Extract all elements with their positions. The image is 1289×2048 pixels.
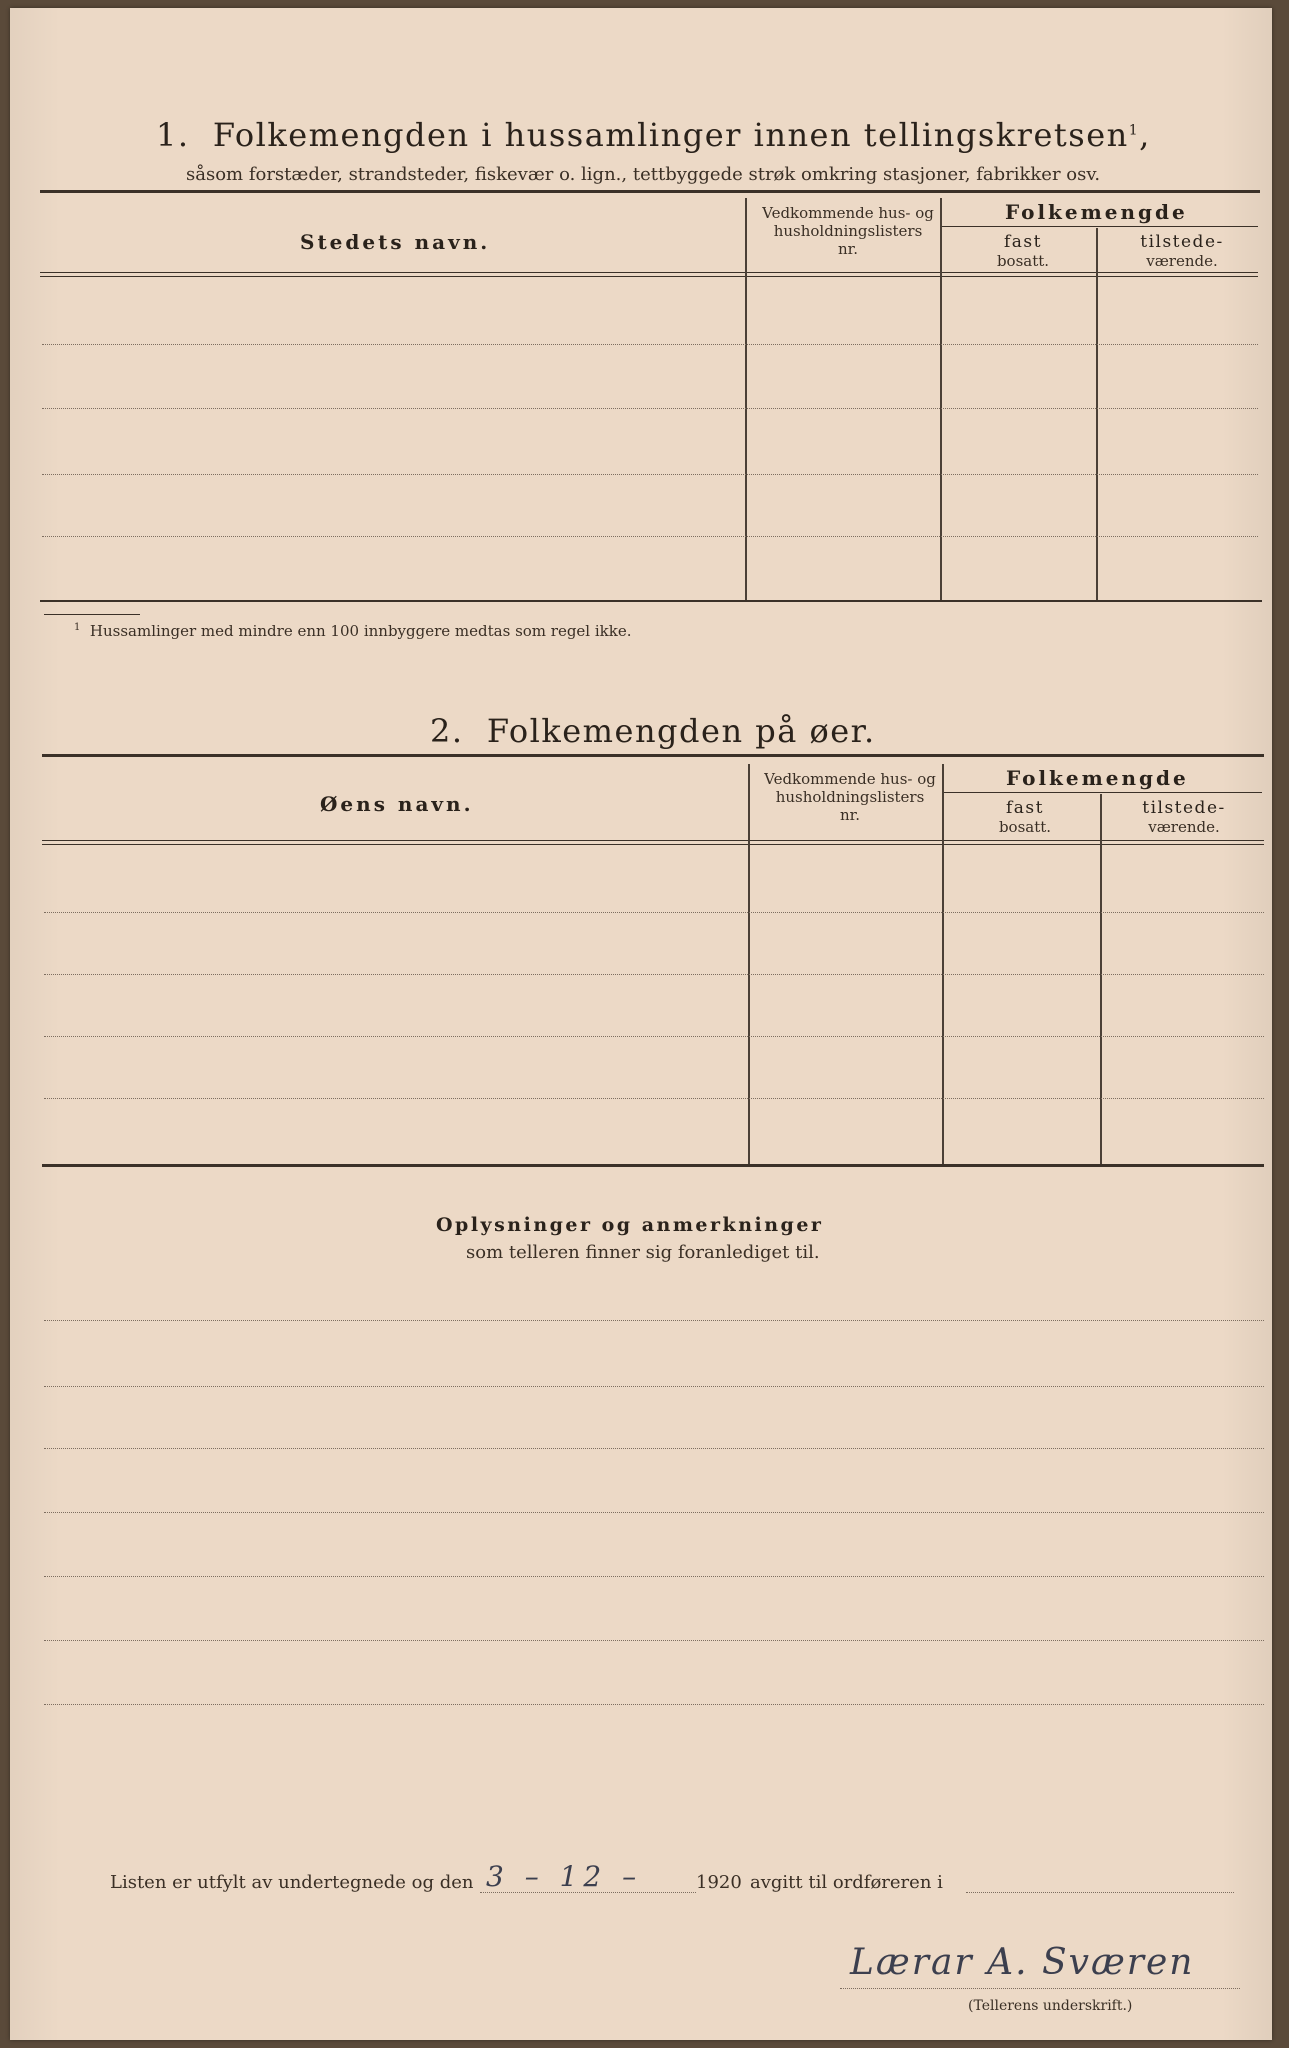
section2-col-list-line1: Vedkommende hus- og bbox=[764, 770, 936, 788]
section1-row-line bbox=[42, 344, 1258, 345]
section1-divider-2 bbox=[940, 198, 942, 600]
notes-line bbox=[44, 1320, 1264, 1321]
section2-col-tilstede bbox=[1104, 798, 1264, 836]
section1-header-rule bbox=[40, 272, 1258, 273]
section1-col-fast bbox=[948, 232, 1098, 270]
notes-heading: Oplysninger og anmerkninger bbox=[436, 1214, 824, 1236]
section1-row-line bbox=[42, 408, 1258, 409]
section2-title bbox=[430, 712, 876, 750]
section2-top-rule bbox=[42, 754, 1264, 757]
section1-col-place-name: Stedets navn. bbox=[300, 230, 491, 254]
notes-line bbox=[44, 1576, 1264, 1577]
notes-subheading: som telleren finner sig foranlediget til. bbox=[466, 1242, 820, 1263]
section1-title-footnote-mark: 1 bbox=[1128, 122, 1140, 139]
section2-row-line bbox=[44, 912, 1264, 913]
section2-tilstede-label: tilstede- bbox=[1142, 798, 1226, 818]
section2-fast-label: fast bbox=[1006, 798, 1044, 818]
section2-row-line bbox=[44, 974, 1264, 975]
section1-col-list-numbers bbox=[748, 204, 948, 258]
section1-divider-1 bbox=[745, 198, 747, 600]
signature-statement-prefix: Listen er utfylt av undertegnede og den bbox=[110, 1872, 474, 1893]
handwritten-signature: Lærar A. Sværen bbox=[850, 1942, 1195, 1983]
section2-header-rule2 bbox=[42, 844, 1264, 845]
section1-row-line bbox=[42, 536, 1258, 537]
section1-title bbox=[156, 116, 1151, 154]
section1-fast-label: fast bbox=[1004, 232, 1042, 252]
date-fill-line bbox=[480, 1892, 696, 1893]
section2-bosatt-label: bosatt. bbox=[998, 818, 1052, 836]
notes-line bbox=[44, 1386, 1264, 1387]
section2-title-text: Folkemengden på øer. bbox=[486, 712, 876, 750]
footnote-text: Hussamlinger med mindre enn 100 innbyggere medtas som regel ikke. bbox=[89, 622, 632, 640]
section1-tilstede-label: tilstede- bbox=[1140, 232, 1224, 252]
signature-fill-line bbox=[840, 1988, 1240, 1989]
section2-vaerende-label: værende. bbox=[1148, 818, 1220, 836]
section1-col-list-line3: nr. bbox=[838, 240, 858, 258]
section2-col-list-numbers bbox=[750, 770, 950, 824]
section1-col-population: Folkemengde bbox=[1005, 200, 1188, 224]
footnote-separator bbox=[44, 614, 140, 615]
section1-pop-subrule bbox=[942, 226, 1258, 227]
section2-header-rule bbox=[42, 840, 1264, 841]
signature-year: 1920 bbox=[696, 1872, 742, 1893]
notes-line bbox=[44, 1448, 1264, 1449]
section1-title-text: Folkemengden i hussamlinger innen tellingskretsen bbox=[212, 116, 1129, 154]
section1-title-end: , bbox=[1139, 116, 1151, 154]
section2-col-island-name: Øens navn. bbox=[320, 792, 474, 816]
section1-col-tilstede bbox=[1102, 232, 1262, 270]
section2-divider-1 bbox=[748, 764, 750, 1166]
section1-col-list-line2: husholdningslisters bbox=[773, 222, 923, 240]
section1-divider-3 bbox=[1096, 228, 1098, 600]
section2-col-list-line3: nr. bbox=[840, 806, 860, 824]
section2-col-list-line2: husholdningslisters bbox=[775, 788, 925, 806]
section1-number: 1. bbox=[156, 116, 190, 154]
section2-pop-subrule bbox=[944, 792, 1262, 793]
section2-number: 2. bbox=[430, 712, 464, 750]
handwritten-date: 3 – 12 – bbox=[486, 1860, 643, 1893]
section1-header-rule2 bbox=[40, 276, 1258, 277]
notes-line bbox=[44, 1512, 1264, 1513]
section1-bottom-rule bbox=[40, 600, 1262, 602]
section2-bottom-rule bbox=[42, 1164, 1264, 1167]
section1-vaerende-label: værende. bbox=[1146, 252, 1218, 270]
notes-line bbox=[44, 1640, 1264, 1641]
section2-col-fast bbox=[950, 798, 1100, 836]
section2-row-line bbox=[44, 1036, 1264, 1037]
section2-row-line bbox=[44, 1098, 1264, 1099]
signature-statement-suffix: avgitt til ordføreren i bbox=[750, 1872, 943, 1893]
section1-row-line bbox=[42, 474, 1258, 475]
section1-bosatt-label: bosatt. bbox=[996, 252, 1050, 270]
signature-caption: (Tellerens underskrift.) bbox=[968, 1998, 1133, 2014]
section1-footnote bbox=[74, 622, 632, 640]
section2-col-population: Folkemengde bbox=[1006, 766, 1189, 790]
notes-line bbox=[44, 1704, 1264, 1705]
section2-divider-3 bbox=[1100, 794, 1102, 1166]
census-form-page bbox=[10, 8, 1272, 2040]
section1-top-rule bbox=[40, 190, 1260, 193]
municipality-fill-line bbox=[966, 1892, 1234, 1893]
section1-col-list-line1: Vedkommende hus- og bbox=[762, 204, 934, 222]
section2-divider-2 bbox=[942, 764, 944, 1166]
section1-subtitle: såsom forstæder, strandsteder, fiskevær o. lign., tettbyggede strøk omkring stasjoner, fabrikker osv. bbox=[186, 164, 1101, 185]
footnote-mark: 1 bbox=[74, 622, 81, 633]
